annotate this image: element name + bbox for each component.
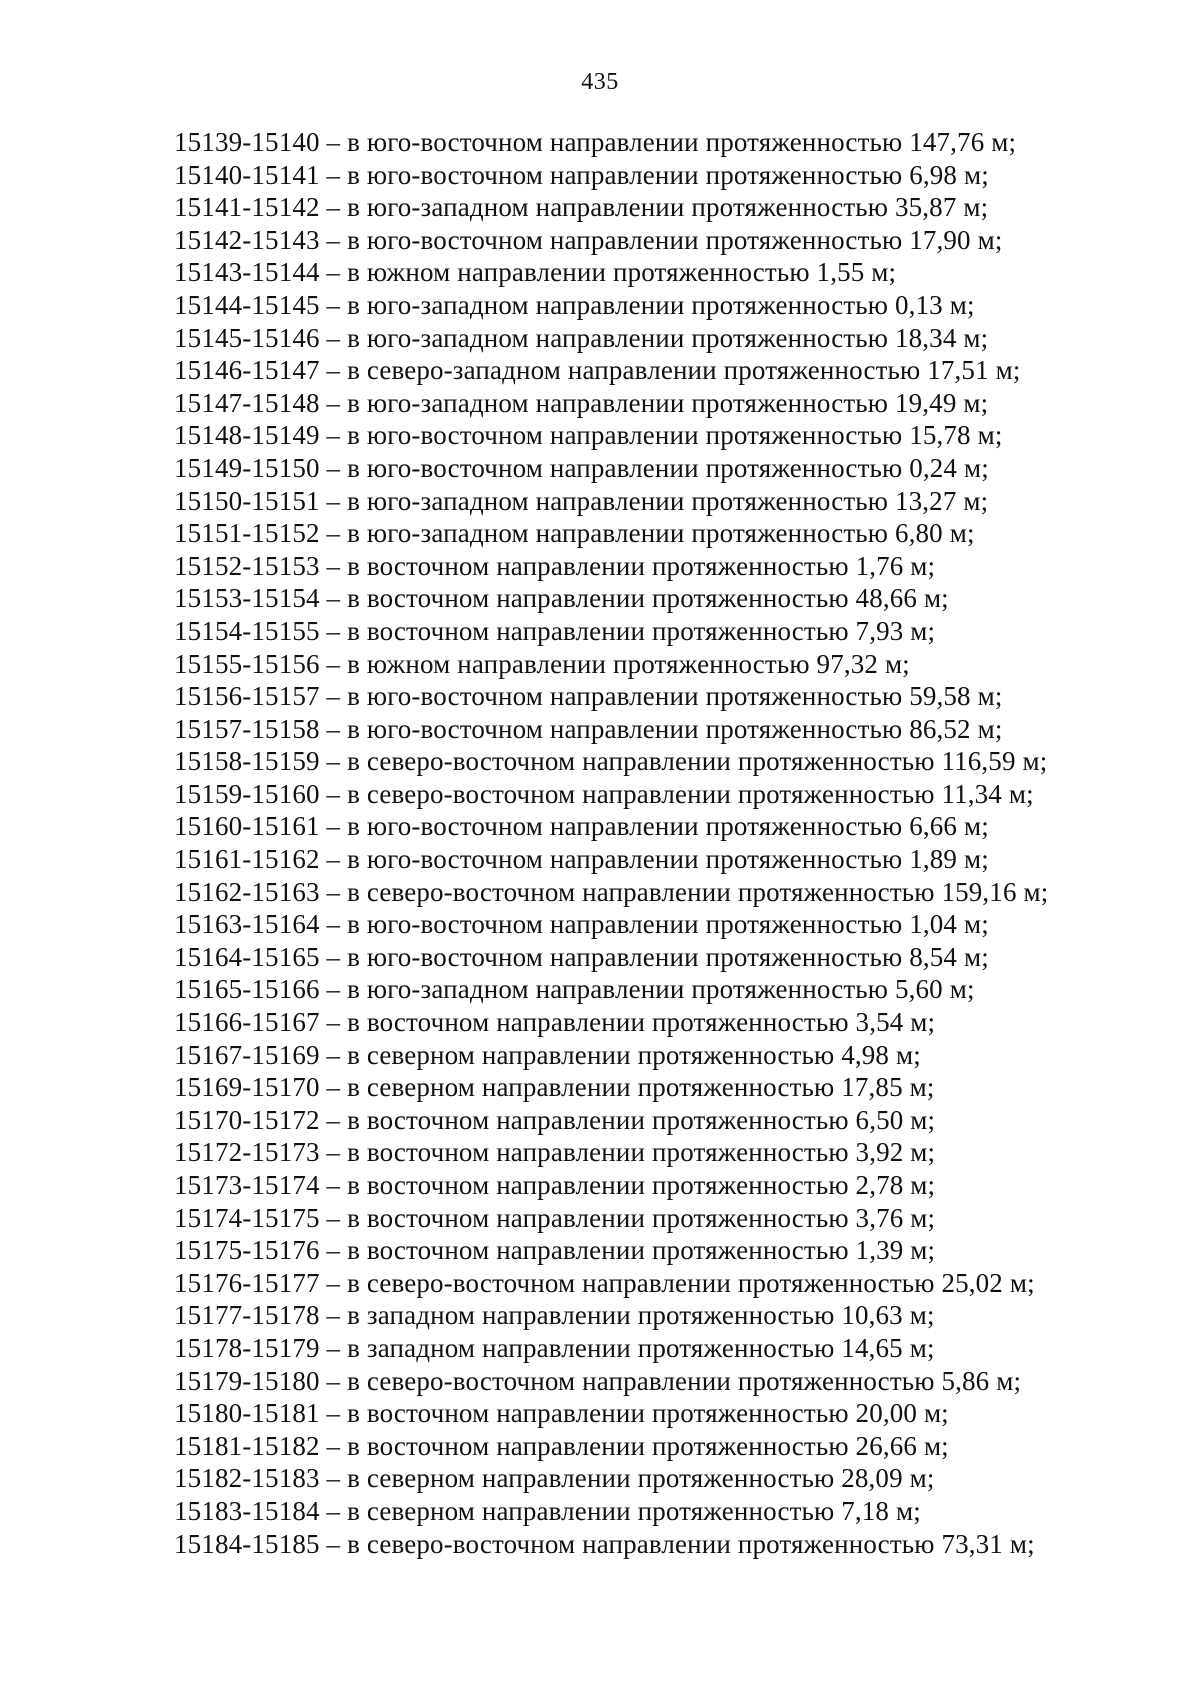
list-item: 15165-15166 – в юго-западном направлении протяженностью 5,60 м; (174, 974, 975, 1005)
list-item: 15146-15147 – в северо-западном направлении протяженностью 17,51 м; (174, 355, 1021, 386)
list-item: 15143-15144 – в южном направлении протяженностью 1,55 м; (174, 257, 897, 288)
list-item: 15174-15175 – в восточном направлении протяженностью 3,76 м; (174, 1202, 936, 1233)
list-item: 15180-15181 – в восточном направлении протяженностью 20,00 м; (174, 1398, 949, 1429)
list-item: 15172-15173 – в восточном направлении протяженностью 3,92 м; (174, 1137, 936, 1168)
list-item: 15152-15153 – в восточном направлении протяженностью 1,76 м; (174, 550, 936, 581)
list-item: 15173-15174 – в восточном направлении протяженностью 2,78 м; (174, 1170, 936, 1200)
list-item: 15167-15169 – в северном направлении протяженностью 4,98 м; (174, 1039, 921, 1070)
list-item: 15161-15162 – в юго-восточном направлении протяженностью 1,89 м; (174, 844, 989, 875)
list-item: 15139-15140 – в юго-восточном направлении протяженностью 147,76 м; (174, 127, 1017, 157)
list-item: 15148-15149 – в юго-восточном направлении протяженностью 15,78 м; (174, 420, 1003, 451)
list-item: 15159-15160 – в северо-восточном направлении протяженностью 11,34 м; (174, 778, 1034, 809)
list-item: 15183-15184 – в северном направлении протяженностью 7,18 м; (174, 1495, 921, 1526)
list-item: 15147-15148 – в юго-западном направлении протяженностью 19,49 м; (174, 387, 989, 418)
list-item: 15170-15172 – в восточном направлении протяженностью 6,50 м; (174, 1104, 936, 1135)
list-item: 15151-15152 – в юго-западном направлении протяженностью 6,80 м; (174, 518, 975, 549)
list-item: 15182-15183 – в северном направлении протяженностью 28,09 м; (174, 1463, 935, 1494)
list-item: 15150-15151 – в юго-западном направлении протяженностью 13,27 м; (174, 485, 989, 516)
list-item: 15158-15159 – в северо-восточном направлении протяженностью 116,59 м; (174, 746, 1048, 777)
list-item: 15142-15143 – в юго-восточном направлении протяженностью 17,90 м; (174, 224, 1003, 255)
list-item: 15154-15155 – в восточном направлении протяженностью 7,93 м; (174, 615, 936, 646)
list-item: 15155-15156 – в южном направлении протяженностью 97,32 м; (174, 648, 910, 679)
list-item: 15177-15178 – в западном направлении протяженностью 10,63 м; (174, 1300, 935, 1331)
list-item: 15160-15161 – в юго-восточном направлении протяженностью 6,66 м; (174, 811, 989, 842)
list-item: 15176-15177 – в северо-восточном направлении протяженностью 25,02 м; (174, 1267, 1035, 1298)
list-item: 15164-15165 – в юго-восточном направлении протяженностью 8,54 м; (174, 941, 989, 972)
list-item: 15169-15170 – в северном направлении протяженностью 17,85 м; (174, 1072, 935, 1103)
list-item: 15178-15179 – в западном направлении протяженностью 14,65 м; (174, 1332, 935, 1363)
list-item: 15166-15167 – в восточном направлении протяженностью 3,54 м; (174, 1007, 936, 1038)
list-item: 15181-15182 – в восточном направлении протяженностью 26,66 м; (174, 1430, 949, 1461)
list-item: 15140-15141 – в юго-восточном направлении протяженностью 6,98 м; (174, 159, 989, 190)
list-item: 15144-15145 – в юго-западном направлении протяженностью 0,13 м; (174, 289, 975, 320)
list-item: 15175-15176 – в восточном направлении протяженностью 1,39 м; (174, 1235, 936, 1266)
boundary-segment-list (174, 126, 1174, 1560)
list-item: 15153-15154 – в восточном направлении протяженностью 48,66 м; (174, 583, 949, 614)
page-number: 435 (581, 69, 619, 95)
list-item: 15179-15180 – в северо-восточном направлении протяженностью 5,86 м; (174, 1365, 1022, 1396)
list-item: 15145-15146 – в юго-западном направлении протяженностью 18,34 м; (174, 322, 989, 353)
list-item: 15184-15185 – в северо-восточном направлении протяженностью 73,31 м; (174, 1528, 1035, 1559)
list-item: 15163-15164 – в юго-восточном направлении протяженностью 1,04 м; (174, 909, 989, 940)
list-item: 15157-15158 – в юго-восточном направлении протяженностью 86,52 м; (174, 713, 1003, 744)
list-item: 15141-15142 – в юго-западном направлении протяженностью 35,87 м; (174, 192, 989, 223)
list-item: 15149-15150 – в юго-восточном направлении протяженностью 0,24 м; (174, 452, 989, 483)
list-item: 15162-15163 – в северо-восточном направлении протяженностью 159,16 м; (174, 876, 1049, 907)
list-item: 15156-15157 – в юго-восточном направлении протяженностью 59,58 м; (174, 681, 1003, 712)
